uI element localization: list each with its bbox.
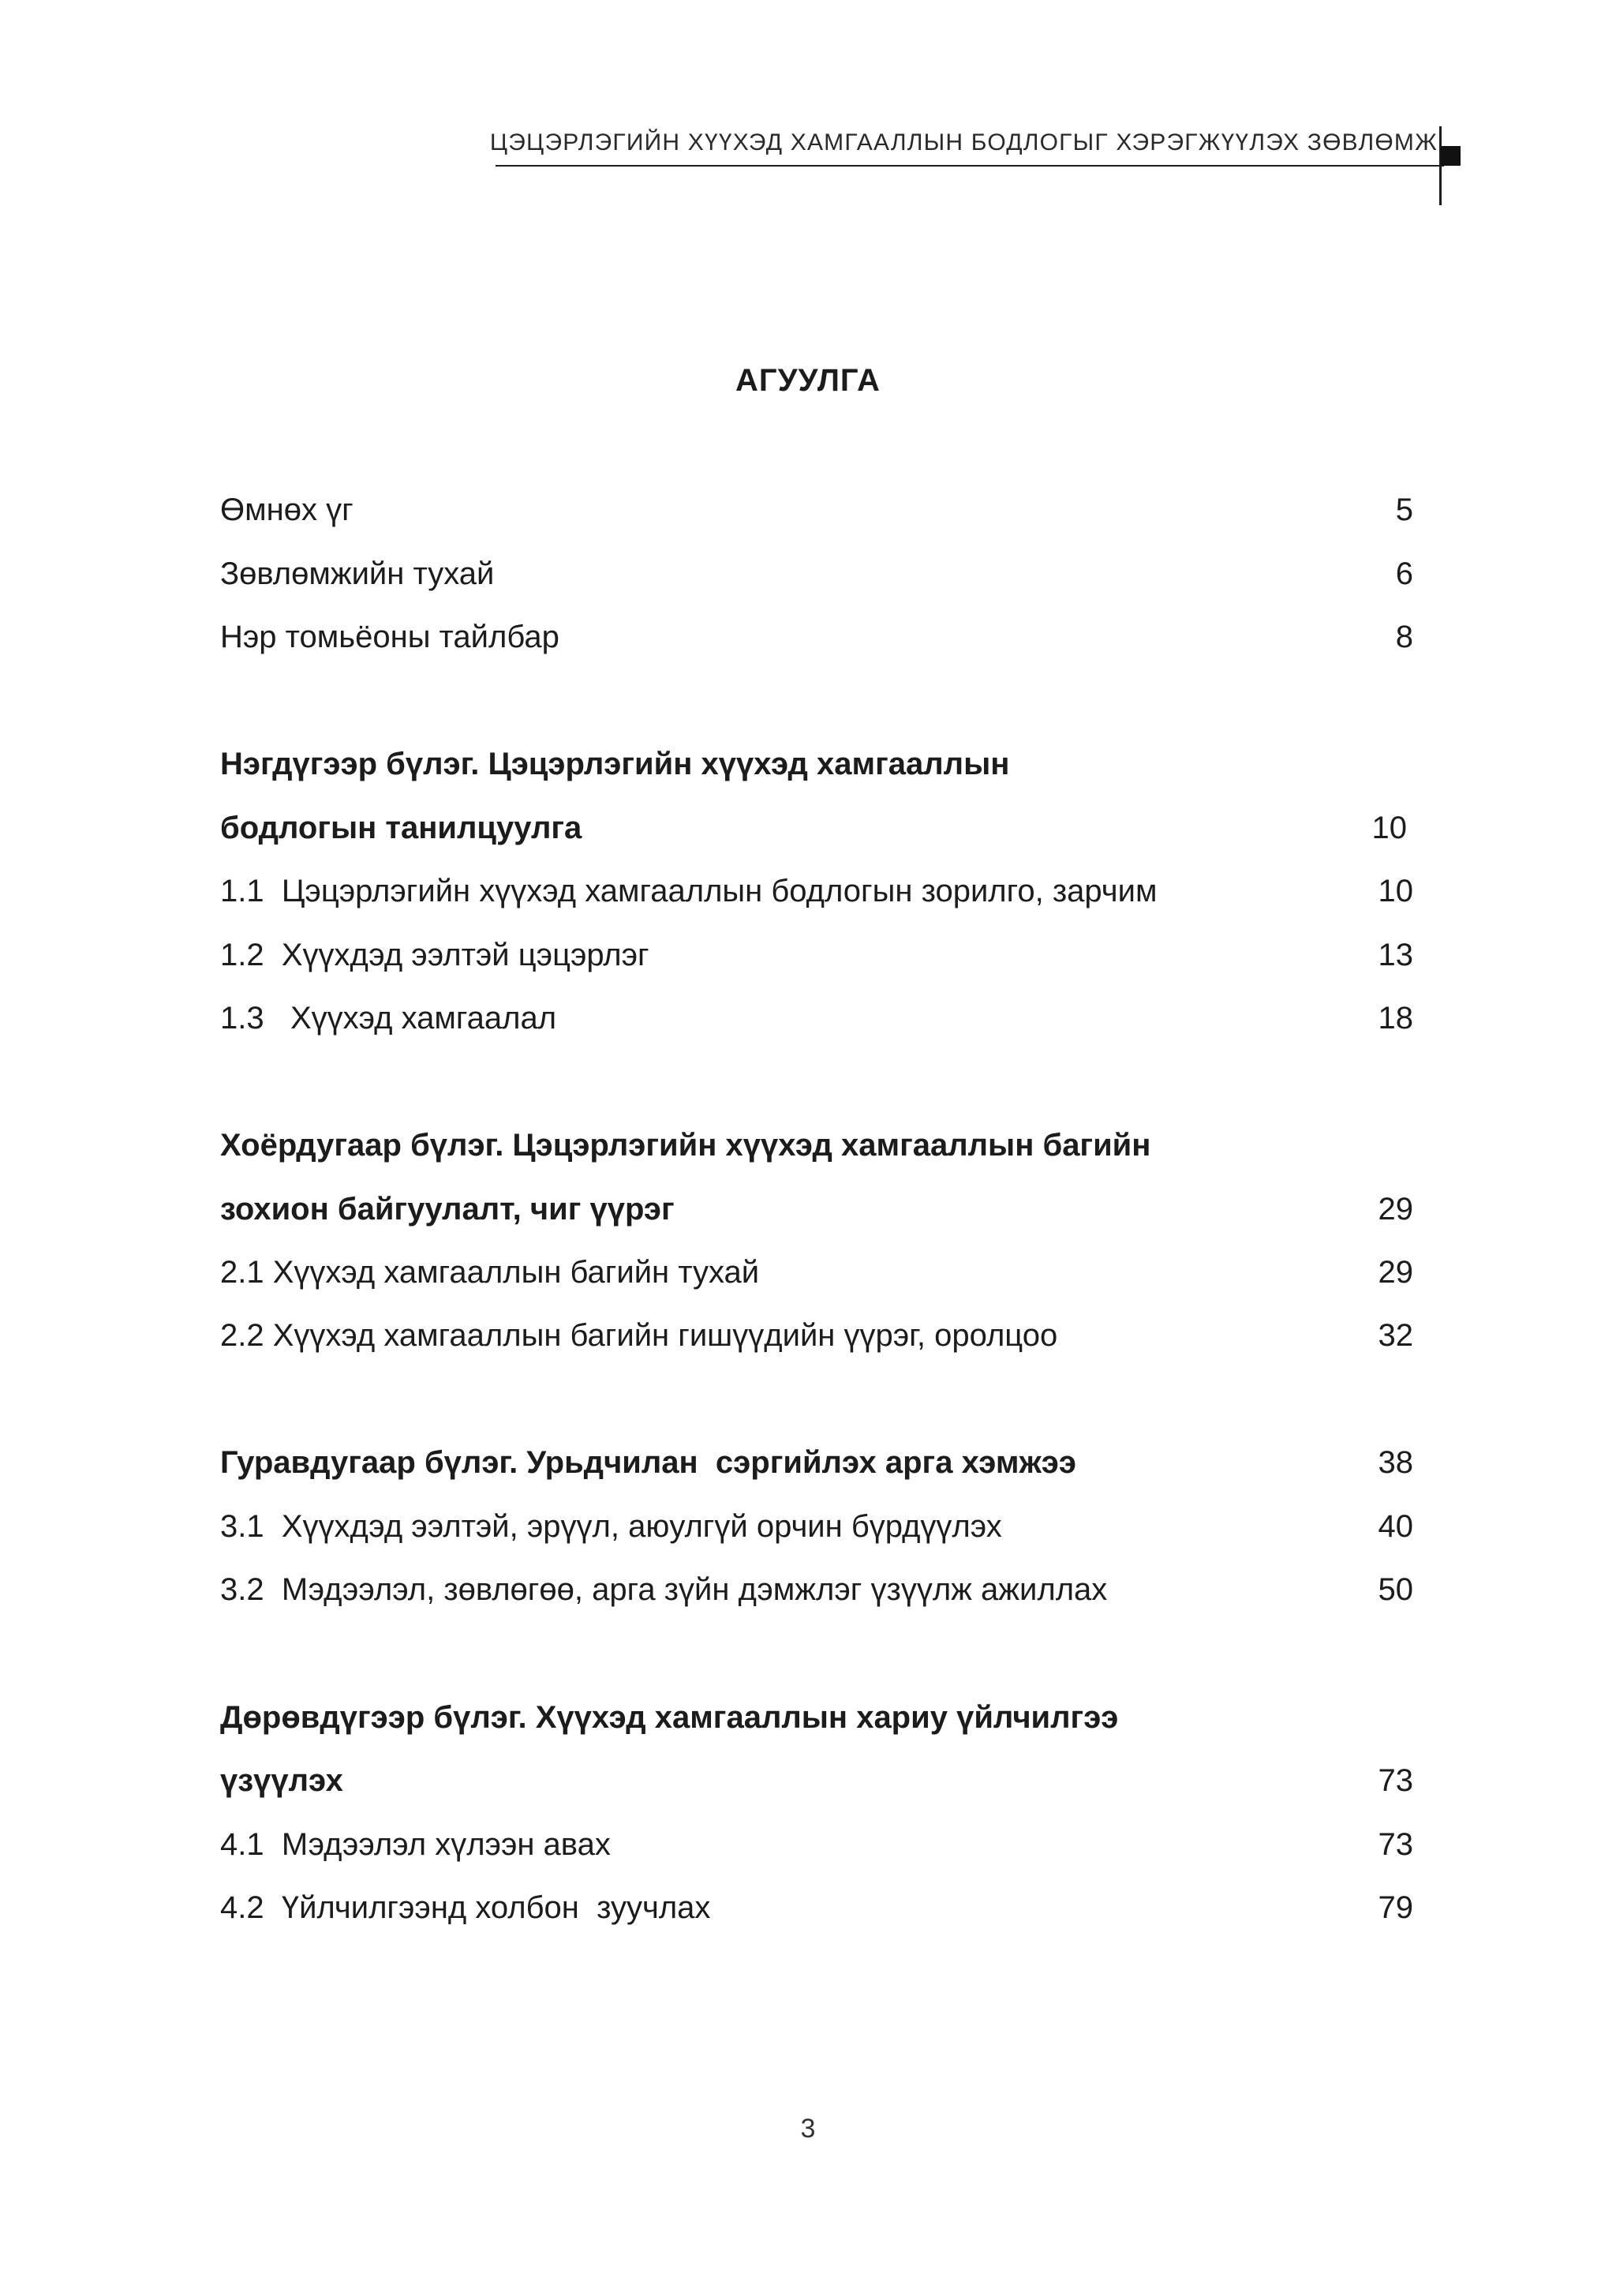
toc-entry-page: 40 <box>1378 1509 1413 1544</box>
toc-entry-label: үзүүлэх <box>220 1763 343 1798</box>
toc-entry-page: 18 <box>1378 1001 1413 1036</box>
toc-entry-page: 8 <box>1395 620 1413 654</box>
running-header: ЦЭЦЭРЛЭГИЙН ХҮҮХЭД ХАМГААЛЛЫН БОДЛОГЫГ ХЭРЭГЖҮҮЛЭХ ЗӨВЛӨМЖ <box>489 129 1438 155</box>
toc-entry-page: 10 <box>1378 874 1413 908</box>
toc-entry-label: 1.2 Хүүхдэд ээлтэй цэцэрлэг <box>220 938 649 972</box>
toc-entry-label: 1.1 Цэцэрлэгийн хүүхэд хамгааллын бодлогын зорилго, зарчим <box>220 874 1158 908</box>
toc-entry-label: Дөрөвдүгээр бүлэг. Хүүхэд хамгааллын хариу үйлчилгээ <box>220 1700 1119 1735</box>
toc-entry-label: зохион байгуулалт, чиг үүрэг <box>220 1192 675 1227</box>
toc-entry-1-3[interactable] <box>220 994 1413 1042</box>
toc-entry-label: Нэгдүгээр бүлэг. Цэцэрлэгийн хүүхэд хамгааллын <box>220 747 1010 781</box>
toc-chapter-2-line-2[interactable] <box>220 1185 1413 1233</box>
toc-entry-label: 4.1 Мэдээлэл хүлээн авах <box>220 1827 611 1862</box>
toc-entry-preface[interactable] <box>220 486 1413 534</box>
toc-entry-label: Хоёрдугаар бүлэг. Цэцэрлэгийн хүүхэд хамгааллын багийн <box>220 1128 1151 1163</box>
toc-entry-1-2[interactable] <box>220 931 1413 979</box>
toc-entry-page: 38 <box>1378 1445 1413 1480</box>
toc-entry-label: 3.2 Мэдээлэл, зөвлөгөө, арга зүйн дэмжлэг үзүүлж ажиллах <box>220 1572 1108 1607</box>
toc-entry-label: бодлогын танилцуулга <box>220 811 582 845</box>
toc-chapter-4-line-2[interactable] <box>220 1757 1413 1804</box>
toc-entry-1-1[interactable] <box>220 867 1413 915</box>
toc-entry-page: 79 <box>1378 1890 1413 1925</box>
toc-entry-page: 13 <box>1378 938 1413 972</box>
toc-entry-label: 1.3 Хүүхэд хамгаалал <box>220 1001 557 1036</box>
toc-entry-2-2[interactable] <box>220 1312 1413 1359</box>
toc-entry-label: Өмнөх үг <box>220 493 354 527</box>
toc-entry-page: 5 <box>1395 493 1413 527</box>
toc-entry-glossary[interactable] <box>220 613 1413 661</box>
toc-title: АГУУЛГА <box>735 363 881 398</box>
toc-chapter-1-line-1[interactable] <box>220 740 1413 788</box>
toc-entry-page: 10 <box>1371 811 1407 845</box>
toc-entry-page: 6 <box>1395 556 1413 591</box>
toc-entry-page: 50 <box>1378 1572 1413 1607</box>
toc-chapter-4-line-1[interactable] <box>220 1694 1413 1741</box>
toc-entry-label: 2.1 Хүүхэд хамгааллын багийн тухай <box>220 1255 760 1290</box>
toc-chapter-1-line-2[interactable] <box>220 804 1413 852</box>
toc-entry-page: 29 <box>1378 1255 1413 1290</box>
toc-chapter-2-line-1[interactable] <box>220 1122 1413 1169</box>
toc-entry-4-1[interactable] <box>220 1821 1413 1868</box>
toc-entry-page: 73 <box>1378 1827 1413 1862</box>
toc-entry-about[interactable] <box>220 550 1413 597</box>
toc-entry-label: Зөвлөмжийн тухай <box>220 556 495 591</box>
toc-entry-label: Нэр томьёоны тайлбар <box>220 620 559 654</box>
toc-entry-label: 2.2 Хүүхэд хамгааллын багийн гишүүдийн үүрэг, оролцоо <box>220 1318 1058 1353</box>
page-number: 3 <box>800 2114 816 2144</box>
toc-entry-3-2[interactable] <box>220 1566 1413 1613</box>
toc-entry-label: 3.1 Хүүхдэд ээлтэй, эрүүл, аюулгүй орчин бүрдүүлэх <box>220 1509 1002 1544</box>
toc-entry-4-2[interactable] <box>220 1884 1413 1931</box>
toc-entry-page: 29 <box>1378 1192 1413 1227</box>
toc-entry-3-1[interactable] <box>220 1503 1413 1550</box>
toc-entry-2-1[interactable] <box>220 1249 1413 1296</box>
toc-entry-page: 73 <box>1378 1763 1413 1798</box>
toc-entry-label: 4.2 Үйлчилгээнд холбон зуучлах <box>220 1890 711 1925</box>
toc-entry-page: 32 <box>1378 1318 1413 1353</box>
toc-entry-label: Гуравдугаар бүлэг. Урьдчилан сэргийлэх арга хэмжээ <box>220 1445 1076 1480</box>
toc-chapter-3[interactable] <box>220 1439 1413 1486</box>
